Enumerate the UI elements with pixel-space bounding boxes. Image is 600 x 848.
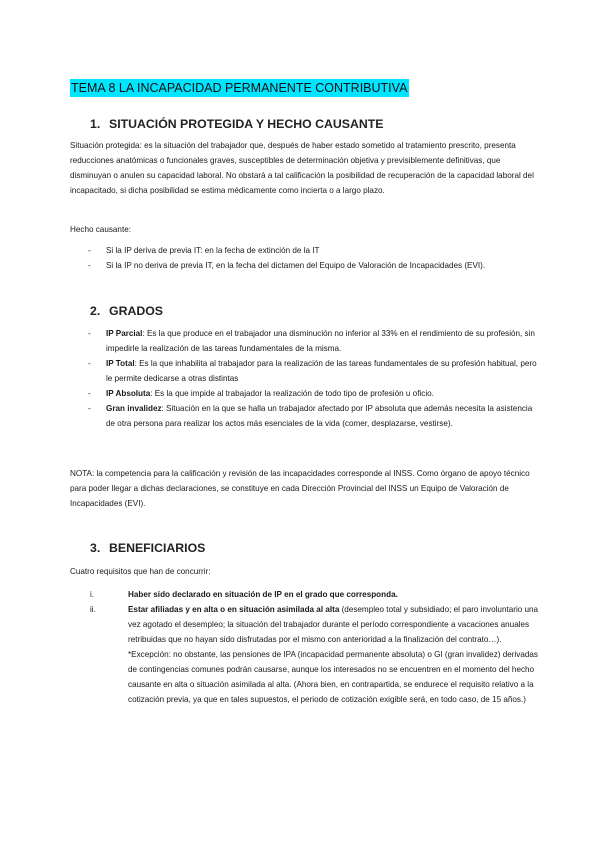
list-item: ii. Estar afiliadas y en alta o en situación asimilada al alta (desempleo total y subsidiado; el paro involuntario una vez agotado el desempleo; la situación del trabajador durante el período correspondiente a vacaciones anuales retribuidas que no hayan sido disfrutadas por el mismo con anterioridad a la finalización del contrato…). *Excepción: no obstante, las pensiones de IPA (incapacidad permanente absoluta) o GI (gran invalidez) derivadas de contingencias comunes podrán causarse, aunque los interesados no se encuentren en el momento del hecho causante en alta o situación asimilada al alta. (Ahora bien, en contrapartida, se endurece el requisito relativo a la cotización previa, ya que en tales supuestos, el periodo de cotización exigible será, en todo caso, de 15 años.): [90, 602, 540, 707]
requisitos-list: [90, 587, 540, 707]
section-1-number: 1.: [90, 117, 101, 131]
document-title: TEMA 8 LA INCAPACIDAD PERMANENTE CONTRIBUTIVA: [71, 81, 408, 95]
list-item: i. Haber sido declarado en situación de IP en el grado que corresponda.: [90, 590, 398, 599]
section-2-heading: [90, 304, 163, 318]
excepcion-note: *Excepción: no obstante, las pensiones de IPA (incapacidad permanente absoluta) o GI (gran invalidez) derivadas de contingencias comunes podrán causarse, aunque los interesados no se encuentren en el momento del hecho causante en alta o situación asimilada al alta. (Ahora bien, en contrapartida, se endurece el requisito relativo a la cotización previa, ya que en tales supuestos, el periodo de cotización exigible será, en todo caso, de 15 años.): [128, 650, 538, 704]
list-item: - IP Parcial: Es la que produce en el trabajador una disminución no inferior al 33% en el rendimiento de su profesión, sin impedirle la realización de las tareas fundamentales de la misma.: [88, 329, 535, 353]
section-3-number: 3.: [90, 541, 101, 555]
list-item: - Si la IP deriva de previa IT: en la fecha de extinción de la IT: [88, 246, 320, 255]
section-3-title: BENEFICIARIOS: [109, 541, 206, 555]
list-item: - IP Absoluta: Es la que impide al trabajador la realización de todo tipo de profesión u oficio.: [88, 389, 434, 398]
list-item: - IP Total: Es la que inhabilita al trabajador para la realización de las tareas fundamentales de su profesión habitual, pero le permite dedicarse a otras distintas: [88, 359, 537, 383]
situacion-protegida-paragraph: Situación protegida: es la situación del trabajador que, después de haber estado sometido al tratamiento prescrito, presenta reducciones anatómicas o funcionales graves, susceptibles de determinación objetiva y previsiblemente definitivas, que disminuyan o anulen su capacidad laboral. No obstará a tal calificación la posibilidad de recuperación de la capacidad laboral del incapacitado, si dicha posibilidad se estima médicamente como incierta o a largo plazo.: [70, 141, 534, 195]
section-3-heading: [90, 541, 205, 555]
list-item: - Gran invalidez: Situación en la que se halla un trabajador afectado por IP absoluta que además necesita la asistencia de otra persona para realizar los actos más esenciales de la vida (comer, desplazarse, vestirse).: [88, 404, 533, 428]
section-2-title: GRADOS: [109, 304, 163, 318]
requisitos-intro: Cuatro requisitos que han de concurrir:: [70, 567, 211, 576]
section-1-heading: [90, 117, 383, 131]
hecho-causante-label: Hecho causante:: [70, 225, 131, 234]
list-item: - Si la IP no deriva de previa IT, en la fecha del dictamen del Equipo de Valoración de Incapacidades (EVI).: [88, 261, 486, 270]
grados-list: [88, 326, 538, 431]
hecho-causante-list: [88, 243, 538, 273]
section-1-title: SITUACIÓN PROTEGIDA Y HECHO CAUSANTE: [109, 117, 384, 131]
nota-paragraph: NOTA: la competencia para la calificación y revisión de las incapacidades corresponde al INSS. Como órgano de apoyo técnico para poder llegar a dichas declaraciones, se constituye en cada Dirección Provincial del INSS un Equipo de Valoración de Incapacidades (EVI).: [70, 469, 530, 508]
section-2-number: 2.: [90, 304, 101, 318]
